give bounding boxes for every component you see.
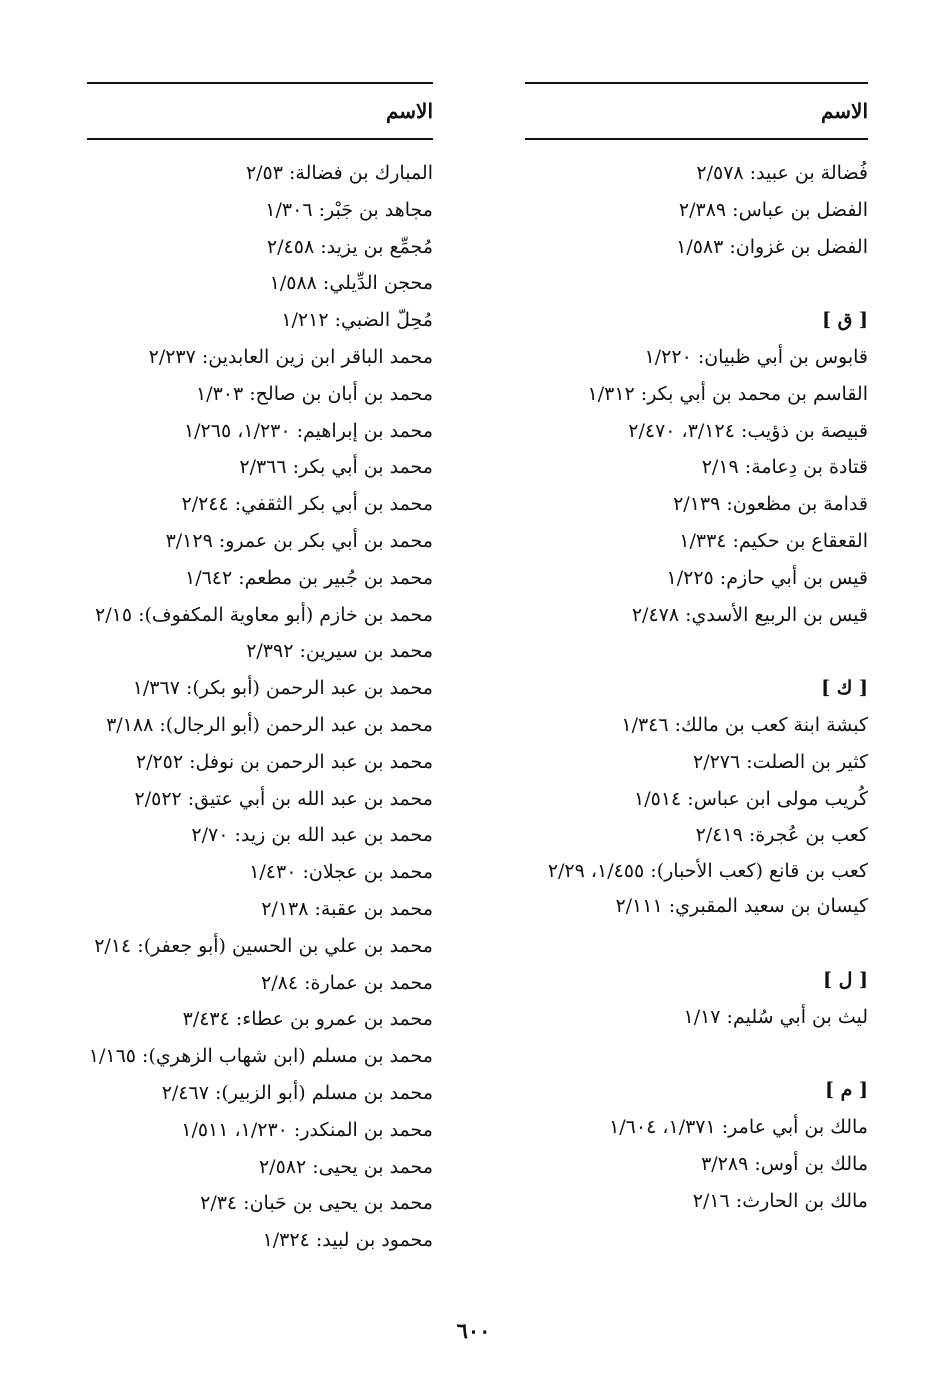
index-entry: محمد بن إبراهيم: ١/٢٣٠، ١/٢٦٥	[183, 419, 433, 442]
index-entry: كعب بن عُجرة: ٢/٤١٩	[695, 824, 868, 847]
section-spacer	[525, 633, 868, 670]
index-entry: مالك بن أبي عامر: ١/٣٧١، ١/٦٠٤	[609, 1115, 868, 1138]
index-entry: محمد بن مسلم (ابن شهاب الزهري): ١/١٦٥	[88, 1045, 433, 1068]
index-entry: محمد بن عبد الله بن أبي عتيق: ٢/٥٢٢	[134, 787, 433, 810]
index-entry: قيس بن أبي حازم: ١/٢٢٥	[666, 566, 868, 589]
index-entry: محمد بن عمارة: ٢/٨٤	[261, 971, 433, 994]
index-entry: كثير بن الصلت: ٢/٢٧٦	[693, 750, 868, 773]
index-entry: محمد بن جُبير بن مطعم: ١/٦٤٢	[184, 566, 433, 589]
index-entry: محمد بن خازم (أبو معاوية المكفوف): ٢/١٥	[95, 603, 433, 626]
index-entry: محمد بن عبد الرحمن (أبو بكر): ١/٣٦٧	[132, 677, 433, 700]
index-entry: مجاهد بن جَبْر: ١/٣٠٦	[265, 198, 433, 221]
index-entry: المبارك بن فضالة: ٢/٥٣	[245, 162, 433, 184]
index-entry: محمد بن أبي بكر بن عمرو: ٣/١٢٩	[165, 529, 433, 552]
index-entry: محمد بن عمرو بن عطاء: ٣/٤٣٤	[182, 1008, 433, 1031]
index-entry: مُحِلّ الضبي: ١/٢١٢	[281, 309, 433, 332]
index-entry: القعقاع بن حكيم: ١/٣٣٤	[679, 529, 868, 552]
index-entry: محمد بن المنكدر: ١/٢٣٠، ١/٥١١	[181, 1118, 433, 1141]
index-entry: محمد بن علي بن الحسين (أبو جعفر): ٢/١٤	[94, 934, 433, 957]
index-entry: محمد بن سيرين: ٢/٣٩٢	[246, 640, 433, 663]
letter-heading: [ م ]	[825, 1079, 868, 1102]
index-entry: محمد بن مسلم (أبو الزبير): ٢/٤٦٧	[161, 1081, 433, 1104]
index-entry: كُريب مولى ابن عباس: ١/٥١٤	[634, 787, 868, 810]
index-entry: الفضل بن غزوان: ١/٥٨٣	[676, 235, 868, 258]
index-entry: الفضل بن عباس: ٢/٣٨٩	[678, 198, 868, 221]
index-entry: قتادة بن دِعامة: ٢/١٩	[701, 456, 868, 479]
entry-list	[525, 140, 868, 1219]
index-entry: كيسان بن سعيد المقبري: ٢/١١١	[615, 895, 868, 918]
index-entry: محمود بن لبيد: ١/٣٢٤	[262, 1229, 433, 1252]
index-entry: كبشة ابنة كعب بن مالك: ١/٣٤٦	[621, 713, 868, 736]
section-spacer	[525, 265, 868, 302]
index-entry: مالك بن أوس: ٣/٢٨٩	[701, 1152, 868, 1175]
page-number: ٦٠٠	[456, 1318, 491, 1343]
index-entry: محجن الدِّيلي: ١/٥٨٨	[269, 272, 433, 295]
index-entry: محمد بن عبد الرحمن بن نوفل: ٢/٢٥٢	[135, 750, 433, 773]
index-entry: قبيصة بن ذؤيب: ٣/١٢٤، ٢/٤٧٠	[628, 419, 868, 442]
index-entry: محمد بن عقبة: ٢/١٣٨	[261, 897, 433, 920]
letter-heading: [ ق ]	[822, 309, 868, 332]
index-entry: محمد الباقر ابن زين العابدين: ٢/٢٣٧	[148, 345, 433, 368]
index-entry: محمد بن أبي بكر: ٢/٣٦٦	[239, 456, 433, 479]
index-entry: القاسم بن محمد بن أبي بكر: ١/٣١٢	[587, 382, 868, 405]
index-entry: محمد بن عبد الله بن زيد: ٢/٧٠	[191, 824, 433, 847]
index-entry: ليث بن أبي سُليم: ١/١٧	[683, 1005, 868, 1028]
index-column-right	[525, 82, 868, 1219]
letter-heading: [ ك ]	[821, 677, 868, 700]
index-entry: محمد بن يحيى بن حَبان: ٢/٣٤	[200, 1192, 433, 1215]
index-entry: فُضالة بن عبيد: ٢/٥٧٨	[696, 162, 868, 184]
index-entry: قابوس بن أبي ظبيان: ١/٢٢٠	[644, 345, 868, 368]
index-entry: محمد بن أبان بن صالح: ١/٣٠٣	[195, 382, 433, 405]
index-entry: قيس بن الربيع الأسدي: ٢/٤٧٨	[631, 603, 868, 626]
index-entry: محمد بن أبي بكر الثقفي: ٢/٢٤٤	[181, 493, 433, 516]
letter-heading: [ ل ]	[822, 968, 868, 991]
column-header-title: الاسم	[820, 99, 868, 123]
index-entry: قدامة بن مظعون: ٢/١٣٩	[673, 493, 868, 516]
index-entry: محمد بن عجلان: ١/٤٣٠	[249, 861, 433, 884]
index-entry: كعب بن قانع (كعب الأحبار): ١/٤٥٥، ٢/٢٩	[547, 860, 868, 883]
index-entry: مالك بن الحارث: ٢/١٦	[692, 1189, 868, 1212]
column-header-title: الاسم	[385, 99, 433, 123]
entry-list	[87, 140, 433, 1259]
index-entry: مُجمِّع بن يزيد: ٢/٤٥٨	[266, 235, 433, 258]
index-column-left	[87, 82, 433, 1259]
index-entry: محمد بن يحيى: ٢/٥٨٢	[258, 1155, 433, 1178]
section-spacer	[525, 925, 868, 962]
index-entry: محمد بن عبد الرحمن (أبو الرجال): ٣/١٨٨	[106, 713, 433, 736]
section-spacer	[525, 1035, 868, 1072]
